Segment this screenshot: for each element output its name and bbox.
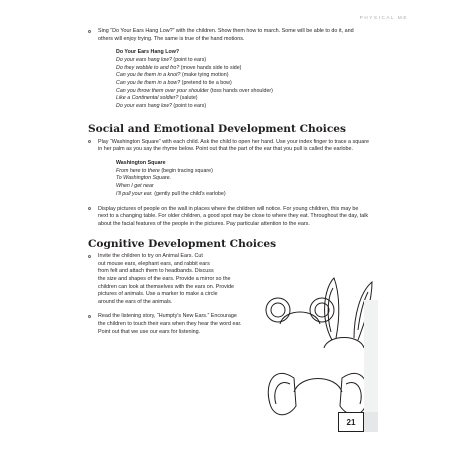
rhyme-line: Can you throw them over your shoulder (toss hands over shoulder) [116, 87, 273, 94]
rhyme-washington-square [88, 160, 372, 199]
rhyme-title: Do Your Ears Hang Low? [116, 49, 180, 56]
bullet-line: the size and shapes of the ears. Provide a mirror so the [98, 276, 231, 283]
rhyme-line: Do they wobble to and fro? (move hands side to side) [116, 64, 242, 71]
bullet-line: pictures of animals. Use a marker to make a circle [98, 291, 218, 298]
bullet-circle-icon [88, 255, 91, 258]
bullet-item [88, 206, 370, 229]
side-margin-strip [364, 300, 378, 412]
mouse-ears-headband-icon [266, 298, 334, 324]
bullet-line: Read the listening story, “Humpty’s New Ears.” Encourage [98, 313, 237, 320]
bullet-line: from felt and attach them to headbands. Discuss [98, 268, 214, 275]
page-number: 21 [338, 412, 364, 432]
rhyme-line: Do your ears hang low? (point to ears) [116, 103, 207, 110]
rhyme-title: Washington Square [116, 160, 166, 166]
rhyme-line: Do your ears hang low? (point to ears) [116, 56, 207, 63]
bullet-text: Sing “Do Your Ears Hang Low?” with the children. Show them how to march. Some will be able to do it, and others will enjoy trying. The same is true of the hand motions. [98, 28, 354, 42]
bullet-circle-icon [88, 315, 91, 318]
section-label: PHYSICAL ME [359, 15, 408, 20]
rhyme-line: Can you tie them in a knot? (make tying motion) [116, 72, 229, 79]
header-bar [0, 0, 452, 14]
bullet-circle-icon [88, 30, 91, 33]
rhyme-line: Like a Continental soldier? (salute) [116, 95, 198, 102]
bullet-text: Play “Washington Square” with each child. Ask the child to open her hand. Use your index finger to trace a square in her palm as you say the rhyme below. Point out that the part of the ear that you pull is called the earlobe. [98, 138, 369, 153]
rhyme-line: To Washington Square. [116, 175, 172, 182]
heading-social-emotional: Social and Emotional Development Choices [88, 122, 346, 135]
rhyme-line: I'll pull your ear. (gently pull the child's earlobe) [116, 190, 226, 197]
rhyme-do-your-ears [88, 49, 372, 111]
bullet-text: Display pictures of people on the wall in places where the children will notice. For young children, this may be next to a changing table. For older children, a good spot may be close to where they eat. Throughout the day, talk about the facial features of the people in the pictures. Pay particular attention to the ears. [98, 205, 369, 227]
heading-cognitive: Cognitive Development Choices [88, 238, 277, 251]
footer-strip [364, 412, 378, 432]
rhyme-line: Can you tie them in a bow? (pretend to tie a bow) [116, 80, 232, 86]
bullet-circle-icon [88, 140, 91, 143]
bullet-line: Invite the children to try on Animal Ears. Cut [98, 253, 203, 260]
bullet-line: children can look at themselves with the ears on. Provide [98, 283, 235, 290]
bullet-line: around the ears of the animals. [98, 298, 173, 305]
rhyme-line: When I get near [116, 183, 154, 190]
bullet-line: the children to touch their ears when they hear the word ear. [98, 321, 242, 328]
bullet-item [88, 139, 370, 154]
bullet-line: Point out that we use our ears for listening. [98, 328, 201, 335]
rhyme-line: From here to there (begin tracing square) [116, 167, 213, 174]
bullet-circle-icon [88, 207, 91, 210]
bullet-item [88, 28, 360, 43]
elephant-ears-headband-icon [268, 373, 367, 414]
animal-ears-illustration [264, 268, 374, 428]
bullet-line: out mouse ears, elephant ears, and rabbit ears [98, 260, 210, 267]
